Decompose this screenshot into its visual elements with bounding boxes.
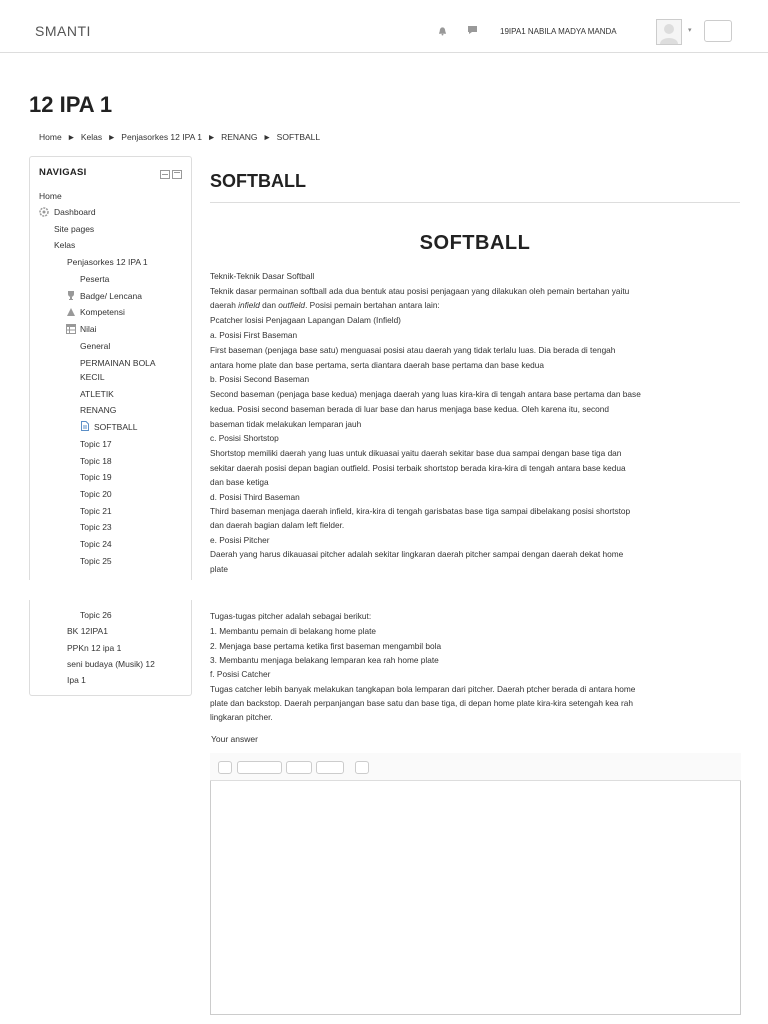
- user-name[interactable]: 19IPA1 NABILA MADYA MANDA: [500, 27, 617, 36]
- breadcrumb-separator-icon: ►: [107, 132, 116, 142]
- breadcrumb-course[interactable]: Penjasorkes 12 IPA 1: [121, 132, 202, 142]
- page-resource-icon: [80, 421, 90, 431]
- nav-item-softball-current[interactable]: SOFTBALL: [94, 422, 138, 432]
- answer-label: Your answer: [211, 734, 258, 744]
- user-menu-toggle-button[interactable]: [704, 20, 732, 42]
- nav-item-kelas[interactable]: Kelas: [54, 240, 76, 250]
- content-line-infield-outfield: daerah infield dan outfield. Posisi pemain bertahan antara lain:: [210, 300, 440, 310]
- content-line: dan daerah bagian dalam left fielder.: [210, 520, 345, 530]
- site-brand[interactable]: SMANTI: [35, 23, 91, 39]
- nav-item-home[interactable]: Home: [39, 191, 62, 201]
- nav-item-topic-20[interactable]: Topic 20: [80, 489, 112, 499]
- content-line: dan base ketiga: [210, 477, 269, 487]
- content-line: e. Posisi Pitcher: [210, 535, 270, 545]
- content-line: First baseman (penjaga base satu) menguasai posisi atau daerah yang tidak terlalu luas. Dia berada di tengah: [210, 345, 616, 355]
- content-line: c. Posisi Shortstop: [210, 433, 279, 443]
- content-line: d. Posisi Third Baseman: [210, 492, 300, 502]
- content-line: b. Posisi Second Baseman: [210, 374, 310, 384]
- content-line: antara home plate dan base pertama, serta diantara daerah base pertama dan base kedua: [210, 360, 544, 370]
- content-line: a. Posisi First Baseman: [210, 330, 298, 340]
- content-line: Tugas-tugas pitcher adalah sebagai berikut:: [210, 611, 372, 621]
- grades-table-icon: [66, 324, 76, 334]
- nav-item-topic-26[interactable]: Topic 26: [80, 610, 112, 620]
- nav-item-general[interactable]: General: [80, 341, 111, 351]
- nav-item-topic-21[interactable]: Topic 21: [80, 506, 112, 516]
- breadcrumb-separator-icon: ►: [207, 132, 216, 142]
- infield-term: infield: [238, 300, 260, 310]
- trophy-icon: [66, 290, 76, 300]
- content-line: Pcatcher losisi Penjagaan Lapangan Dalam (Infield): [210, 315, 401, 325]
- nav-item-course[interactable]: Penjasorkes 12 IPA 1: [67, 257, 148, 267]
- nav-item-badge[interactable]: Badge/ Lencana: [80, 291, 142, 301]
- content-line: 2. Menjaga base pertama ketika first baseman mengambil bola: [210, 641, 442, 651]
- content-heading: SOFTBALL: [210, 171, 306, 191]
- editor-toolbar: [210, 753, 741, 781]
- outfield-term: outfield: [278, 300, 306, 310]
- nav-item-topic-24[interactable]: Topic 24: [80, 539, 112, 549]
- heading-divider: [210, 202, 740, 203]
- nav-item-topic-25[interactable]: Topic 25: [80, 556, 112, 566]
- nav-item-ppkn[interactable]: PPKn 12 ipa 1: [67, 643, 122, 653]
- block-controls-icon[interactable]: [160, 170, 182, 179]
- nav-item-atletik[interactable]: ATLETIK: [80, 389, 114, 399]
- nav-item-bk[interactable]: BK 12IPA1: [67, 626, 108, 636]
- nav-item-seni-budaya[interactable]: seni budaya (Musik) 12: [67, 659, 155, 669]
- navigation-heading: NAVIGASI: [39, 167, 87, 178]
- content-line: plate: [210, 564, 228, 574]
- toolbar-style-dropdown[interactable]: [237, 761, 282, 774]
- nav-item-peserta[interactable]: Peserta: [80, 274, 110, 284]
- content-line: Second baseman (penjaga base kedua) menjaga daerah yang luas kira-kira di tengah antara base pertama dan base: [210, 389, 641, 399]
- breadcrumb-current: SOFTBALL: [276, 132, 321, 142]
- notification-bell-icon[interactable]: [438, 26, 447, 36]
- breadcrumb-section[interactable]: RENANG: [221, 132, 258, 142]
- nav-item-permainan-bola[interactable]: PERMAINAN BOLA: [80, 358, 156, 368]
- dashboard-icon: [39, 207, 49, 217]
- nav-item-site-pages[interactable]: Site pages: [54, 224, 95, 234]
- toolbar-expand-button[interactable]: [218, 761, 232, 774]
- page-title: 12 IPA 1: [29, 92, 113, 117]
- content-line: Teknik dasar permainan softball ada dua bentuk atau posisi penjagaan yang dilakukan oleh pemain bertahan yaitu: [210, 286, 630, 296]
- nav-item-renang[interactable]: RENANG: [80, 405, 117, 415]
- content-line: Daerah yang harus dikauasai pitcher adalah sekitar lingkaran daerah pitcher sampai dengan daerah dekat home: [210, 549, 624, 559]
- nav-item-kompetensi[interactable]: Kompetensi: [80, 307, 125, 317]
- nav-item-permainan-bola-cont[interactable]: KECIL: [80, 372, 105, 382]
- breadcrumb-separator-icon: ►: [67, 132, 76, 142]
- document-title: SOFTBALL: [419, 232, 531, 254]
- content-line: f. Posisi Catcher: [210, 669, 271, 679]
- breadcrumb-separator-icon: ►: [262, 132, 272, 142]
- nav-item-dashboard[interactable]: Dashboard: [54, 207, 96, 217]
- content-line: Tugas catcher lebih banyak melakukan tangkapan bola lemparan dari pitcher. Daerah ptcher berada di antara home: [210, 684, 636, 694]
- answer-editor[interactable]: [210, 753, 741, 1015]
- content-line: lingkaran pitcher.: [210, 712, 273, 722]
- nav-item-topic-23[interactable]: Topic 23: [80, 522, 112, 532]
- content-line: Teknik-Teknik Dasar Softball: [210, 271, 315, 281]
- content-line: sekitar daerah posisi depan bagian outfield. Posisi terbaik shortstop berada kira-kira di tengah antara base kedua: [210, 463, 626, 473]
- nav-item-topic-18[interactable]: Topic 18: [80, 456, 112, 466]
- top-navbar: [0, 0, 768, 53]
- nav-item-topic-19[interactable]: Topic 19: [80, 472, 112, 482]
- breadcrumb-kelas[interactable]: Kelas: [80, 132, 103, 142]
- content-line: kedua. Posisi second baseman berada di luar base dan harus menjaga base kedua. Oleh karena itu, second: [210, 404, 609, 414]
- avatar-placeholder-icon: [657, 20, 681, 44]
- content-line: Shortstop memiliki daerah yang luas untuk dikuasai yaitu daerah sekitar base dua sampai dengan base tiga dan: [210, 448, 622, 458]
- content-line: baseman tidak melakukan lemparan jauh: [210, 419, 362, 429]
- navigation-block: [29, 156, 192, 580]
- messages-icon[interactable]: [467, 25, 478, 35]
- user-menu-caret-icon[interactable]: ▾: [688, 27, 692, 34]
- content-line: 1. Membantu pemain di belakang home plate: [210, 626, 377, 636]
- breadcrumb: [39, 132, 323, 142]
- nav-item-nilai[interactable]: Nilai: [80, 324, 97, 334]
- breadcrumb-home[interactable]: Home: [39, 132, 62, 142]
- nav-item-topic-17[interactable]: Topic 17: [80, 439, 112, 449]
- content-line: plate dan backstop. Daerah perpanjangan base satu dan base tiga, di depan home plate kira-kira setengah kea rah: [210, 698, 633, 708]
- toolbar-list-button[interactable]: [316, 761, 344, 774]
- content-line: 3. Membantu menjaga belakang lemparan kea rah home plate: [210, 655, 439, 665]
- user-avatar[interactable]: [656, 19, 682, 45]
- content-line: Third baseman menjaga daerah infield, kira-kira di tengah garisbatas base tiga sampai dibelakang posisi shortstop: [210, 506, 631, 516]
- toolbar-link-button[interactable]: [355, 761, 369, 774]
- toolbar-format-button[interactable]: [286, 761, 312, 774]
- competency-icon: [66, 307, 76, 317]
- nav-item-seni-budaya-cont[interactable]: Ipa 1: [67, 675, 86, 685]
